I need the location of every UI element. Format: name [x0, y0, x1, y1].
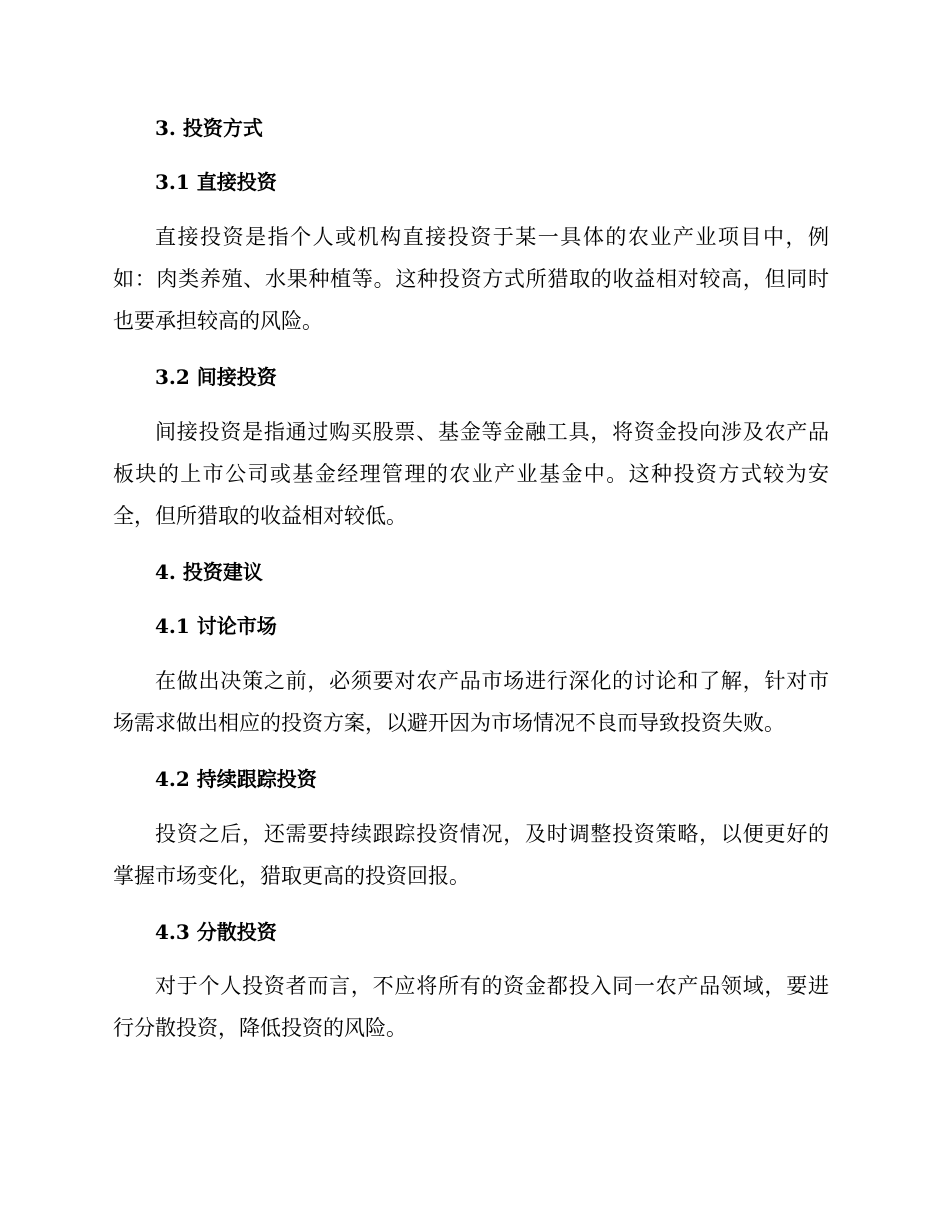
- paragraph-line: 场需求做出相应的投资方案，以避开因为市场情况不良而导致投资失败。: [113, 711, 785, 735]
- section-heading-3-1: 3.1 直接投资: [155, 170, 277, 194]
- section-heading-4: 4. 投资建议: [155, 560, 263, 584]
- paragraph-line: 在做出决策之前，必须要对农产品市场进行深化的讨论和了解，针对市: [155, 669, 829, 693]
- paragraph-line: 如：肉类养殖、水果种植等。这种投资方式所猎取的收益相对较高，但同时: [113, 267, 829, 291]
- section-heading-4-2: 4.2 持续跟踪投资: [155, 767, 317, 791]
- paragraph-line: 掌握市场变化，猎取更高的投资回报。: [113, 864, 470, 888]
- section-heading-3-2: 3.2 间接投资: [155, 365, 277, 389]
- paragraph-line: 对于个人投资者而言，不应将所有的资金都投入同一农产品领域，要进: [155, 974, 829, 998]
- paragraph-line: 也要承担较高的风险。: [113, 309, 323, 333]
- paragraph-line: 全，但所猎取的收益相对较低。: [113, 504, 407, 528]
- paragraph-line: 板块的上市公司或基金经理管理的农业产业基金中。这种投资方式较为安: [113, 462, 829, 486]
- paragraph-line: 直接投资是指个人或机构直接投资于某一具体的农业产业项目中，例: [155, 225, 829, 249]
- paragraph-line: 间接投资是指通过购买股票、基金等金融工具，将资金投向涉及农产品: [155, 420, 829, 444]
- section-heading-3: 3. 投资方式: [155, 116, 263, 140]
- section-heading-4-1: 4.1 讨论市场: [155, 614, 277, 638]
- paragraph-line: 行分散投资，降低投资的风险。: [113, 1016, 407, 1040]
- section-heading-4-3: 4.3 分散投资: [155, 920, 277, 944]
- paragraph-line: 投资之后，还需要持续跟踪投资情况，及时调整投资策略，以便更好的: [155, 822, 829, 846]
